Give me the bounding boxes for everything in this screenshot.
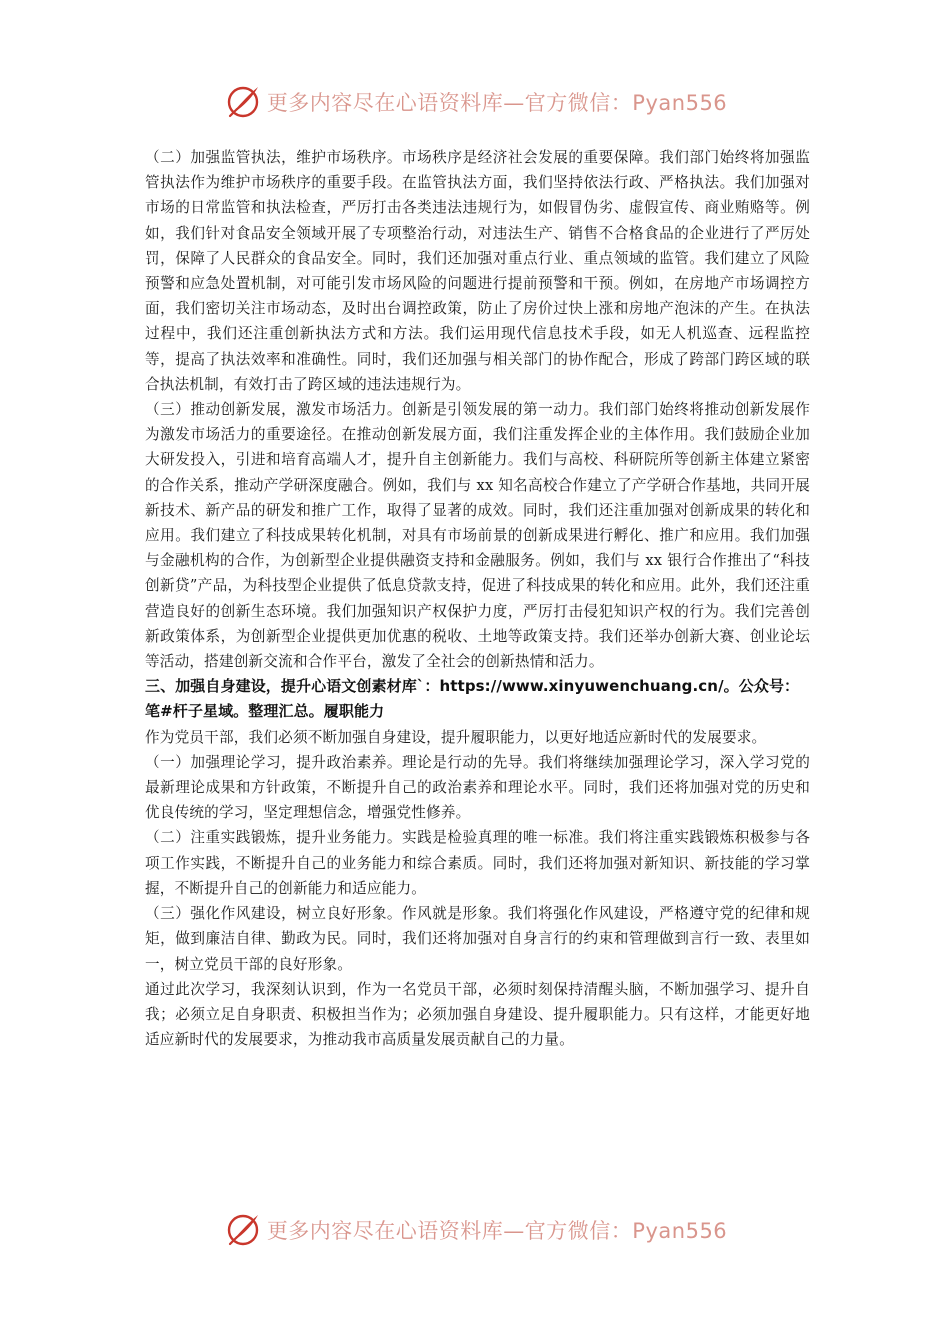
- quill-pen-logo-icon: [223, 1210, 263, 1250]
- watermark-text: 更多内容尽在心语资料库—官方微信：Pyan556: [266, 1219, 728, 1243]
- section-heading: 三、加强自身建设，提升心语文创素材库`：https://www.xinyuwenchuang.cn/。公众号：笔#杆子星域。整理汇总。履职能力: [145, 677, 800, 721]
- paragraph-intro: 作为党员干部，我们必须不断加强自身建设，提升履职能力，以更好地适应新时代的发展要求。: [145, 728, 767, 746]
- paragraph-practice: （二）注重实践锻炼，提升业务能力。实践是检验真理的唯一标准。我们将注重实践锻炼积极参与各项工作实践，不断提升自己的业务能力和综合素质。同时，我们还将加强对新知识、新技能的学习掌握，不断提升自己的创新能力和适应能力。: [145, 829, 810, 897]
- paragraph-supervision: （二）加强监管执法，维护市场秩序。市场秩序是经济社会发展的重要保障。我们部门始终将加强监管执法作为维护市场秩序的重要手段。在监管执法方面，我们坚持依法行政、严格执法。我们加强对市场的日常监管和执法检查，严厉打击各类违法违规行为，如假冒伪劣、虚假宣传、商业贿赂等。例如，我们针对食品安全领域开展了专项整治行动，对违法生产、销售不合格食品的企业进行了严厉处罚，保障了人民群众的食品安全。同时，我们还加强对重点行业、重点领域的监管。我们建立了风险预警和应急处置机制，对可能引发市场风险的问题进行提前预警和干预。例如，在房地产市场调控方面，我们密切关注市场动态，及时出台调控政策，防止了房价过快上涨和房地产泡沫的产生。在执法过程中，我们还注重创新执法方式和方法。我们运用现代信息技术手段，如无人机巡查、远程监控等，提高了执法效率和准确性。同时，我们还加强与相关部门的协作配合，形成了跨部门跨区域的联合执法机制，有效打击了跨区域的违法违规行为。: [145, 149, 810, 393]
- paragraph-work-style: （三）强化作风建设，树立良好形象。作风就是形象。我们将强化作风建设，严格遵守党的纪律和规矩，做到廉洁自律、勤政为民。同时，我们还将加强对自身言行的约束和管理做到言行一致、表里如一，树立党员干部的良好形象。: [145, 905, 810, 973]
- footer-watermark: [0, 1208, 950, 1252]
- paragraph-innovation: （三）推动创新发展，激发市场活力。创新是引领发展的第一动力。我们部门始终将推动创新发展作为激发市场活力的重要途径。在推动创新发展方面，我们注重发挥企业的主体作用。我们鼓励企业加大研发投入，引进和培育高端人才，提升自主创新能力。我们与高校、科研院所等创新主体建立紧密的合作关系，推动产学研深度融合。例如，我们与 xx 知名高校合作建立了产学研合作基地，共同开展新技术、新产品的研发和推广工作，取得了显著的成效。同时，我们还注重加强对创新成果的转化和应用。我们建立了科技成果转化机制，对具有市场前景的创新成果进行孵化、推广和应用。我们加强与金融机构的合作，为创新型企业提供融资支持和金融服务。例如，我们与 xx 银行合作推出了“科技创新贷”产品，为科技型企业提供了低息贷款支持，促进了科技成果的转化和应用。此外，我们还注重营造良好的创新生态环境。我们加强知识产权保护力度，严厉打击侵犯知识产权的行为。我们完善创新政策体系，为创新型企业提供更加优惠的税收、土地等政策支持。我们还举办创新大赛、创业论坛等活动，搭建创新交流和合作平台，激发了全社会的创新热情和活力。: [145, 401, 810, 671]
- document-body: [145, 145, 810, 1052]
- quill-pen-logo-icon: [223, 82, 263, 122]
- header-watermark: [0, 80, 950, 124]
- paragraph-theory-study: （一）加强理论学习，提升政治素养。理论是行动的先导。我们将继续加强理论学习，深入学习党的最新理论成果和方针政策，不断提升自己的政治素养和理论水平。同时，我们还将加强对党的历史和优良传统的学习，坚定理想信念，增强党性修养。: [145, 753, 810, 822]
- watermark-text: 更多内容尽在心语资料库—官方微信：Pyan556: [266, 91, 728, 115]
- paragraph-conclusion: 通过此次学习，我深刻认识到，作为一名党员干部，必须时刻保持清醒头脑，不断加强学习、提升自我；必须立足自身职责、积极担当作为；必须加强自身建设、提升履职能力。只有这样，才能更好地适应新时代的发展要求，为推动我市高质量发展贡献自己的力量。: [145, 980, 810, 1049]
